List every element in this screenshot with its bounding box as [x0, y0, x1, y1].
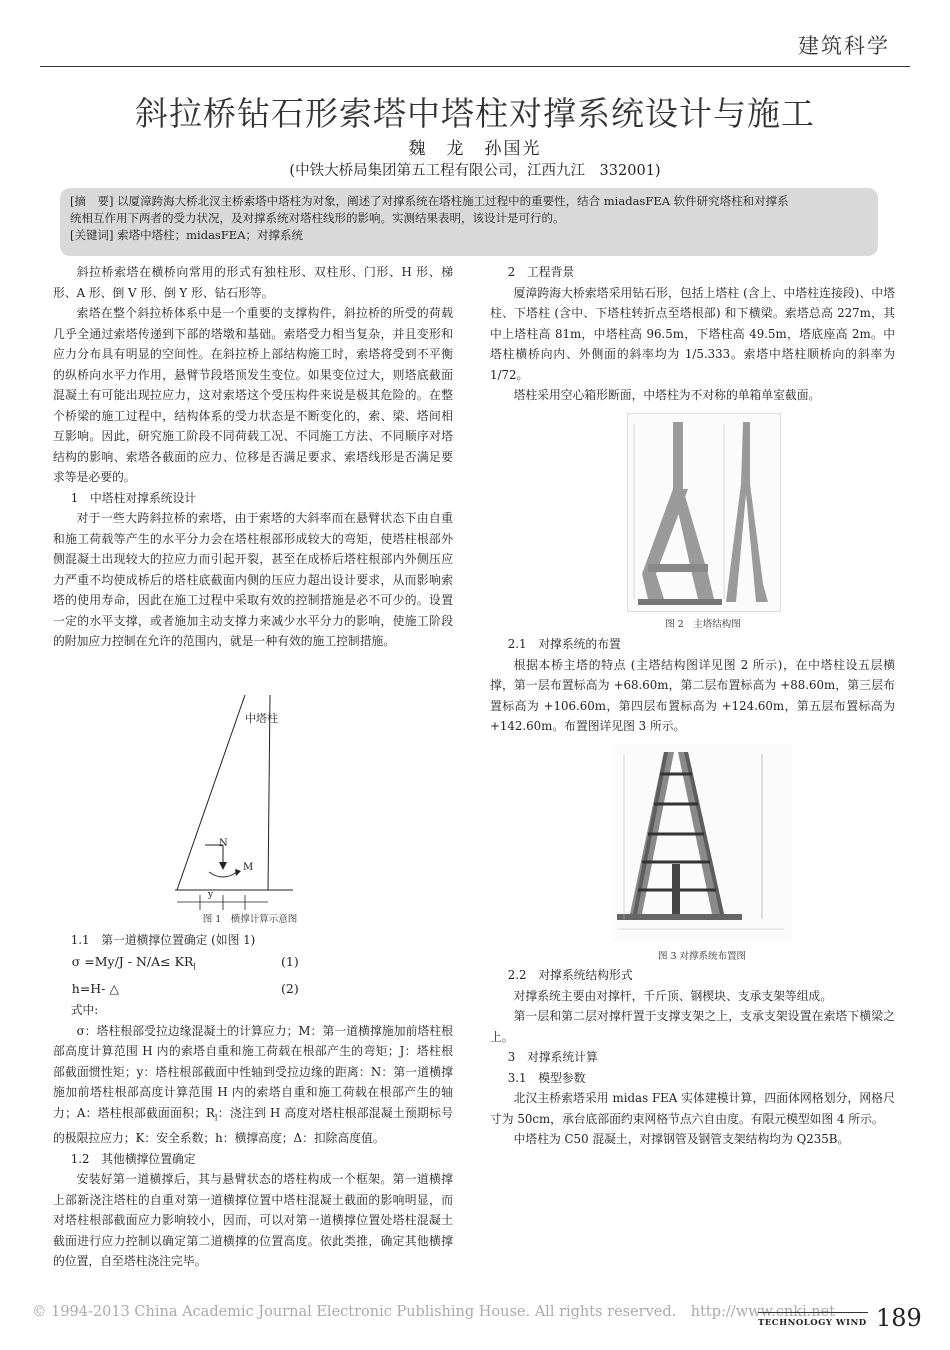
section-2-para: 厦漳跨海大桥索塔采用钻石形，包括上塔柱 (含上、中塔柱连接段)、中塔柱、下塔柱 (含中、下塔柱转折点至塔根部) 和下横梁。索塔总高 227m，其中上塔柱高 81m，中塔柱高 96.5m，下塔柱高 49.5m，塔底座高 2m。中塔柱横桥向内、外侧面的斜率均为 1/5.333。索塔中塔柱顺桥向的斜率为 1/72。	[490, 285, 895, 382]
section-1-1-heading: 1.1 第一道横撑位置确定 (如图 1)	[70, 933, 256, 947]
section-3-1-para: 北汉主桥索塔采用 midas FEA 实体建模计算，四面体网格划分，网格尺寸为 50cm，承台底部面约束网格节点六自由度。有限元模型如图 4 所示。	[490, 1091, 895, 1126]
section-1-2-para: 安装好第一道横撑后，其与悬臂状态的塔柱构成一个框架。第一道横撑上部新浇注塔柱的自重对第一道横撑位置中塔柱混凝土截面的影响明显，而对塔柱根部截面应力影响较小，因而，可以对第一道横撑位置处塔柱混凝土截面进行应力控制以确定第二道横撑的位置高度。依此类推，确定其他横撑的位置，自至塔柱浇注完毕。	[53, 1172, 453, 1269]
section-2-1-para: 根据本桥主塔的特点 (主塔结构图详见图 2 所示)，在中塔柱设五层横撑，第一层布置标高为 +68.60m，第二层布置标高为 +88.60m，第三层布置标高为 +106.60m，第四层布置标高为 +124.60m，第五层布置标高为 +142.60m。布置图详见图 3 所示。	[490, 657, 895, 733]
section-2-2-para-b: 第一层和第二层对撑杆置于支撑支架之上，支承支架设置在索塔下横梁之上。	[490, 1009, 895, 1044]
formula-2	[53, 978, 453, 1000]
fig1-m-label: M	[243, 862, 254, 873]
figure-2-caption: 图 2 主塔结构图	[665, 619, 741, 630]
abstract-text-1: [摘 要] 以厦漳跨海大桥北汊主桥索塔中塔柱为对象，阐述了对撑系统在塔柱施工过程中的重要性，结合 miadasFEA 软件研究塔柱和对撑系	[70, 194, 789, 208]
abstract-text-2: 统相互作用下两者的受力状况，及对撑系统对塔柱线形的影响。实测结果表明，该设计是可行的。	[70, 211, 565, 225]
intro-para-2: 索塔在整个斜拉桥体系中是一个重要的支撑构件，斜拉桥的所受的荷载几乎全通过索塔传递到下部的塔墩和基础。索塔受力相当复杂，并且变形和应力分布具有明显的空间性。在斜拉桥上部结构施工时，索塔将受到不平衡的纵桥向水平力作用，悬臂节段塔顶发生变位。如果变位过大，则塔底截面混凝土有可能出现拉应力，这对索塔这个受压构件来说是极其危险的。在整个桥梁的施工过程中，结构体系的受力状态是不断变化的，索、梁、塔间相互影响。因此，研究施工阶段不同荷载工况、不同施工方法、不同顺序对塔结构的影响、索塔各截面的应力、位移是否满足要求、索塔线形是否满足要求等是必要的。	[53, 306, 453, 484]
section-2-1-heading: 2.1 对撑系统的布置	[507, 637, 621, 651]
section-1-heading: 1 中塔柱对撑系统设计	[70, 490, 197, 505]
right-column-top	[490, 262, 895, 406]
formula-1-subscript: l	[193, 962, 196, 971]
header-rule	[40, 66, 910, 67]
section-3-heading: 3 对撑系统计算	[507, 1050, 598, 1064]
article-authors: 魏 龙 孙国光	[408, 139, 542, 159]
where-label: 式中:	[70, 1003, 99, 1017]
right-column-bottom	[490, 965, 895, 1150]
symbols-para	[53, 1021, 453, 1149]
formula-2-number: (2)	[281, 981, 299, 996]
section-1-2-heading: 1.2 其他横撑位置确定	[70, 1151, 196, 1166]
formula-1	[53, 951, 453, 979]
figure-1	[175, 690, 295, 920]
section-3-1-para-b: 中塔柱为 C50 混凝土，对撑钢管及钢管支架结构均为 Q235B。	[513, 1132, 850, 1146]
symbols-text-tail: ：浇注到 H 高度对塔柱根部混凝土预期标号的极限拉应力；K：安全系数；h：横撑高度；Δ：扣除高度值。	[53, 1105, 453, 1146]
figure-3-drawing	[612, 744, 792, 942]
footer-rule	[758, 1312, 868, 1313]
figure-2	[627, 413, 781, 612]
page-number: 189	[876, 1304, 922, 1332]
left-column-top	[53, 262, 453, 652]
section-2-2-heading: 2.2 对撑系统结构形式	[507, 968, 633, 982]
figure-3	[612, 744, 792, 942]
article-title: 斜拉桥钻石形索塔中塔柱对撑系统设计与施工	[135, 94, 815, 133]
section-tag: 建筑科学	[798, 34, 890, 58]
abstract-keywords: [关键词] 索塔中塔柱；midasFEA；对撑系统	[70, 228, 304, 242]
figure-1-caption: 图 1 横撑计算示意图	[202, 914, 298, 925]
fig1-y-label: y	[208, 890, 214, 900]
section-2-heading: 2 工程背景	[507, 265, 575, 279]
section-3-1-heading: 3.1 模型参数	[507, 1070, 586, 1085]
section-1-para: 对于一些大跨斜拉桥的索塔，由于索塔的大斜率而在悬臂状态下由自重和施工荷载等产生的水平分力会在塔柱根部形成较大的弯矩，使塔柱根部外侧混凝土出现较大的拉应力而引起开裂，甚至在成桥后塔柱根部内外侧压应力严重不均使成桥后的塔柱底截面内侧的压应力超出设计要求，从而影响索塔的使用寿命，因此在施工过程中采取有效的控制措施是必不可少的。设置一定的水平支撑，或者施加主动支撑力来减少水平分力的影响，使施工阶段的附加应力控制在允许的范围内，就是一种有效的施工控制措施。	[53, 511, 453, 648]
left-column-bottom	[53, 930, 453, 1272]
right-column-middle	[490, 634, 895, 737]
figure-3-caption: 图 3 对撑系统布置图	[657, 951, 747, 962]
abstract-box	[60, 188, 878, 256]
journal-brand: TECHNOLOGY WIND	[758, 1318, 867, 1328]
formula-1-text: σ =My/J - N/A≤ KR	[71, 953, 194, 969]
article-affiliation: (中铁大桥局集团第五工程有限公司，江西九江 332001)	[289, 163, 661, 179]
fig1-n-label: N	[219, 838, 228, 849]
symbols-subscript: l	[214, 1112, 218, 1122]
formula-1-number: (1)	[281, 953, 299, 969]
fig1-tower-label: 中塔柱	[245, 712, 278, 725]
symbols-text: σ：塔柱根部受拉边缘混凝土的计算应力；M：第一道横撑施加前塔柱根部高度计算范围 H 内的索塔自重和施工荷载在根部产生的弯矩；J：塔柱根部截面惯性矩；y：塔柱根部截面中性轴到受拉边缘的距离：N：第一道横撑施加前塔柱根部高度计算范围 H 内的索塔自重和施工荷载在根部产生的轴力；A：塔柱根部截面面积；R	[53, 1023, 453, 1120]
figure-2-drawing	[628, 414, 780, 611]
section-2-2-para-a: 对撑系统主要由对撑杆，千斤顶、钢楔块、支承支架等组成。	[513, 988, 833, 1003]
formula-2-text: h=H- △	[71, 981, 119, 996]
copyright-notice: © 1994-2013 China Academic Journal Electronic Publishing House. All rights reserved. http://www.cnki.net	[32, 1304, 836, 1320]
intro-para-1: 斜拉桥索塔在横桥向常用的形式有独柱形、双柱形、门形、H 形、梯形、A 形、倒 V 形、倒 Y 形、钻石形等。	[53, 265, 453, 300]
section-2-para-b: 塔柱采用空心箱形断面，中塔柱为不对称的单箱单室截面。	[513, 388, 821, 402]
